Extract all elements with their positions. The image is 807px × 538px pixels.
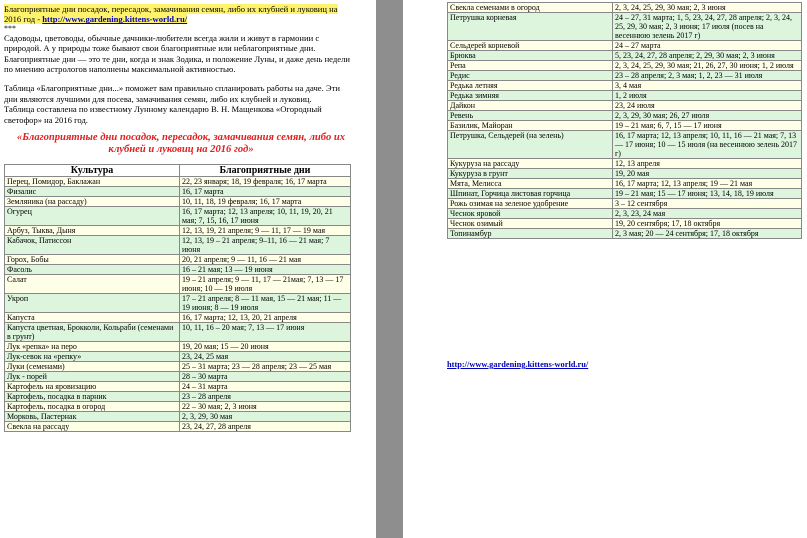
days-cell: 2, 3, 29, 30 мая — [180, 412, 351, 422]
table-row — [5, 352, 351, 362]
crop-cell: Земляника (на рассаду) — [5, 197, 180, 207]
days-cell: 23 – 28 апреля; 2, 3 мая; 1, 2, 23 — 31 июля — [613, 71, 802, 81]
crop-cell: Мята, Мелисса — [448, 179, 613, 189]
table-row — [5, 226, 351, 236]
table-row — [448, 71, 802, 81]
table-row — [448, 51, 802, 61]
days-cell: 5, 23, 24, 27, 28 апреля; 2, 29, 30 мая; 2, 3 июня — [613, 51, 802, 61]
days-cell: 22, 23 января; 18, 19 февраля; 16, 17 марта — [180, 177, 351, 187]
crop-cell: Кукуруза в грунт — [448, 169, 613, 179]
table-row — [5, 207, 351, 226]
days-cell: 19, 20 сентября; 17, 18 октября — [613, 219, 802, 229]
days-cell: 1, 2 июля — [613, 91, 802, 101]
table-row — [448, 13, 802, 41]
table-row — [448, 121, 802, 131]
crop-cell: Луки (семенами) — [5, 362, 180, 372]
crop-cell: Рожь озимая на зеленое удобрение — [448, 199, 613, 209]
days-cell: 10, 11, 16 – 20 мая; 7, 13 — 17 июня — [180, 323, 351, 342]
table-title: «Благоприятные дни посадок, пересадок, замачивания семян, либо их клубней и луковиц на 2016 год» — [16, 132, 346, 155]
days-cell: 12, 13, 19 – 21 апреля; 9–11, 16 — 21 мая; 7 июня — [180, 236, 351, 255]
table-row — [5, 313, 351, 323]
days-cell: 2, 3, 23, 24 мая — [613, 209, 802, 219]
days-cell: 23, 24 июля — [613, 101, 802, 111]
table-row — [5, 236, 351, 255]
crop-cell: Брюква — [448, 51, 613, 61]
table-row — [5, 362, 351, 372]
crop-cell: Морковь, Пастернак — [5, 412, 180, 422]
days-cell: 24 – 27, 31 марта; 1, 5, 23, 24, 27, 28 апреля; 2, 3, 24, 25, 29, 30 мая; 2, 3 июня; 17 июля (посев на весеннюю зелень 2017 г) — [613, 13, 802, 41]
days-cell: 28 – 30 марта — [180, 372, 351, 382]
document-page-left — [0, 0, 376, 538]
crop-cell: Укроп — [5, 294, 180, 313]
crop-cell: Капуста цветная, Брокколи, Кольраби (семенами в грунт) — [5, 323, 180, 342]
crop-cell: Шпинат, Горчица листовая горчица — [448, 189, 613, 199]
intro-paragraph-1: Садоводы, цветоводы, обычные дачники-любители всегда жили и живут в гармонии с природой. А у природы тоже бывают свои благоприятные или неблагоприятные дни. Благоприятные дни — это те дни, когда и знак Зодика, и положение Луны, и даже день недели по мнению астрологов наполнены максимальной активностью. — [4, 32, 350, 75]
footer-url-link[interactable]: http://www.gardening.kittens-world.ru/ — [447, 360, 589, 369]
days-cell: 19, 20 мая; 15 — 20 июня — [180, 342, 351, 352]
crop-cell: Лук «репка» на перо — [5, 342, 180, 352]
days-cell: 2, 3, 24, 25, 29, 30 мая; 21, 26, 27, 30 июня; 1, 2 июля — [613, 61, 802, 71]
crop-cell: Петрушка, Сельдерей (на зелень) — [448, 131, 613, 159]
days-cell: 3 – 12 сентября — [613, 199, 802, 209]
days-cell: 16, 17 марта; 12, 13 апреля; 10, 11, 16 — 21 мая; 7, 13 — 17 июня; 10 — 15 июля (на весеннюю зелень 2017 г) — [613, 131, 802, 159]
crop-cell: Капуста — [5, 313, 180, 323]
crop-cell: Салат — [5, 275, 180, 294]
table-row — [5, 402, 351, 412]
table-body-left — [5, 177, 351, 432]
planting-table-left — [4, 164, 351, 432]
crop-cell: Свекла семенами в огород — [448, 3, 613, 13]
crop-cell: Чеснок озимый — [448, 219, 613, 229]
crop-cell: Чеснок яровой — [448, 209, 613, 219]
table-row — [448, 81, 802, 91]
crop-cell: Картофель на яровизацию — [5, 382, 180, 392]
days-cell: 3, 4 мая — [613, 81, 802, 91]
days-cell: 19 – 21 мая; 15 — 17 июня; 13, 14, 18, 19 июля — [613, 189, 802, 199]
days-cell: 16, 17 марта; 12, 13 апреля; 10, 11, 19, 20, 21 мая; 7, 15, 16, 17 июня — [180, 207, 351, 226]
days-cell: 16 – 21 мая; 13 — 19 июня — [180, 265, 351, 275]
table-row — [448, 189, 802, 199]
table-row — [448, 111, 802, 121]
table-row — [448, 131, 802, 159]
stars-separator: *** — [4, 23, 16, 33]
days-cell: 12, 13, 19, 21 апреля; 9 — 11, 17 — 19 мая — [180, 226, 351, 236]
days-cell: 25 – 31 марта; 23 — 28 апреля; 23 — 25 мая — [180, 362, 351, 372]
intro-paragraph-3: Таблица составлена по известному Лунному календарю В. Н. Мащенкова «Огородный светофор» на 2016 год. — [4, 104, 322, 125]
crop-cell: Сельдерей корневой — [448, 41, 613, 51]
days-cell: 2, 3 мая; 20 — 24 сентября; 17, 18 октября — [613, 229, 802, 239]
days-cell: 22 – 30 мая; 2, 3 июня — [180, 402, 351, 412]
crop-cell: Картофель, посадка в парник — [5, 392, 180, 402]
days-cell: 19 – 21 мая; 6, 7, 15 — 17 июня — [613, 121, 802, 131]
table-row — [5, 255, 351, 265]
crop-cell: Репа — [448, 61, 613, 71]
crop-cell: Базилик, Майоран — [448, 121, 613, 131]
intro-title-sep: - — [35, 14, 43, 25]
table-row — [5, 294, 351, 313]
crop-cell: Огурец — [5, 207, 180, 226]
table-row — [448, 159, 802, 169]
days-cell: 16, 17 марта — [180, 187, 351, 197]
table-row — [5, 197, 351, 207]
table-row — [448, 219, 802, 229]
crop-cell: Петрушка корневая — [448, 13, 613, 41]
intro-block — [4, 4, 352, 125]
intro-url-link[interactable]: http://www.gardening.kittens-world.ru/ — [42, 14, 188, 25]
table-row — [5, 392, 351, 402]
crop-cell: Редька летняя — [448, 81, 613, 91]
table-row — [5, 382, 351, 392]
crop-cell: Топинамбур — [448, 229, 613, 239]
crop-cell: Кабачок, Патиссон — [5, 236, 180, 255]
table-row — [448, 199, 802, 209]
days-cell: 24 – 31 марта — [180, 382, 351, 392]
crop-cell: Фасоль — [5, 265, 180, 275]
days-cell: 17 – 21 апреля; 8 — 11 мая, 15 — 21 мая; 11 — 19 июня; 8 — 19 июля — [180, 294, 351, 313]
crop-cell: Редис — [448, 71, 613, 81]
table-row — [448, 209, 802, 219]
planting-table-right — [447, 2, 802, 239]
days-cell: 19, 20 мая — [613, 169, 802, 179]
days-cell: 24 – 27 марта — [613, 41, 802, 51]
table-row — [5, 323, 351, 342]
crop-cell: Арбуз, Тыква, Дыня — [5, 226, 180, 236]
days-cell: 10, 11, 18, 19 февраля; 16, 17 марта — [180, 197, 351, 207]
intro-title — [4, 4, 352, 25]
intro-title-text: Благоприятные дни посадок, пересадок, замачивания семян, либо их клубней и луковиц на 2016 год — [4, 4, 338, 25]
crop-cell: Ревень — [448, 111, 613, 121]
crop-cell: Свекла на рассаду — [5, 422, 180, 432]
crop-cell: Кукуруза на рассаду — [448, 159, 613, 169]
table-row — [448, 169, 802, 179]
table-row — [5, 412, 351, 422]
days-cell: 16, 17 марта; 12, 13, 20, 21 апреля — [180, 313, 351, 323]
header-crop: Культура — [5, 165, 180, 177]
table-row — [5, 177, 351, 187]
table-row — [448, 41, 802, 51]
days-cell: 20, 21 апреля; 9 — 11, 16 — 21 мая — [180, 255, 351, 265]
table-row — [5, 422, 351, 432]
table-row — [448, 179, 802, 189]
table-row — [5, 265, 351, 275]
table-header-row — [5, 165, 351, 177]
document-page-right — [403, 0, 807, 538]
days-cell: 23 – 28 апреля — [180, 392, 351, 402]
table-row — [448, 61, 802, 71]
table-row — [5, 372, 351, 382]
table-row — [448, 229, 802, 239]
header-days: Благоприятные дни — [180, 165, 351, 177]
crop-cell: Дайкон — [448, 101, 613, 111]
days-cell: 12, 13 апреля — [613, 159, 802, 169]
days-cell: 23, 24, 25 мая — [180, 352, 351, 362]
crop-cell: Лук - порей — [5, 372, 180, 382]
crop-cell: Лук-севок на «репку» — [5, 352, 180, 362]
days-cell: 2, 3, 29, 30 мая; 26, 27 июля — [613, 111, 802, 121]
crop-cell: Физалис — [5, 187, 180, 197]
crop-cell: Картофель, посадка в огород — [5, 402, 180, 412]
days-cell: 2, 3, 24, 25, 29, 30 мая; 2, 3 июня — [613, 3, 802, 13]
days-cell: 19 – 21 апреля; 9 — 11, 17 — 21мая; 7, 13 — 17 июня; 10 — 19 июля — [180, 275, 351, 294]
table-row — [5, 275, 351, 294]
days-cell: 23, 24, 27, 28 апреля — [180, 422, 351, 432]
crop-cell: Горох, Бобы — [5, 255, 180, 265]
intro-paragraph-2: Таблица «Благоприятные дни...» поможет вам правильно спланировать работы на даче. Эти дни являются лучшими для посева, замачивания семян, либо их клубней и луковиц. — [4, 83, 340, 104]
days-cell: 16, 17 марта; 12, 13 апреля; 19 — 21 мая — [613, 179, 802, 189]
crop-cell: Редька зимняя — [448, 91, 613, 101]
table-row — [5, 342, 351, 352]
table-row — [5, 187, 351, 197]
crop-cell: Перец, Помидор, Баклажан — [5, 177, 180, 187]
table-body-right — [448, 3, 802, 239]
table-row — [448, 101, 802, 111]
table-row — [448, 3, 802, 13]
table-row — [448, 91, 802, 101]
